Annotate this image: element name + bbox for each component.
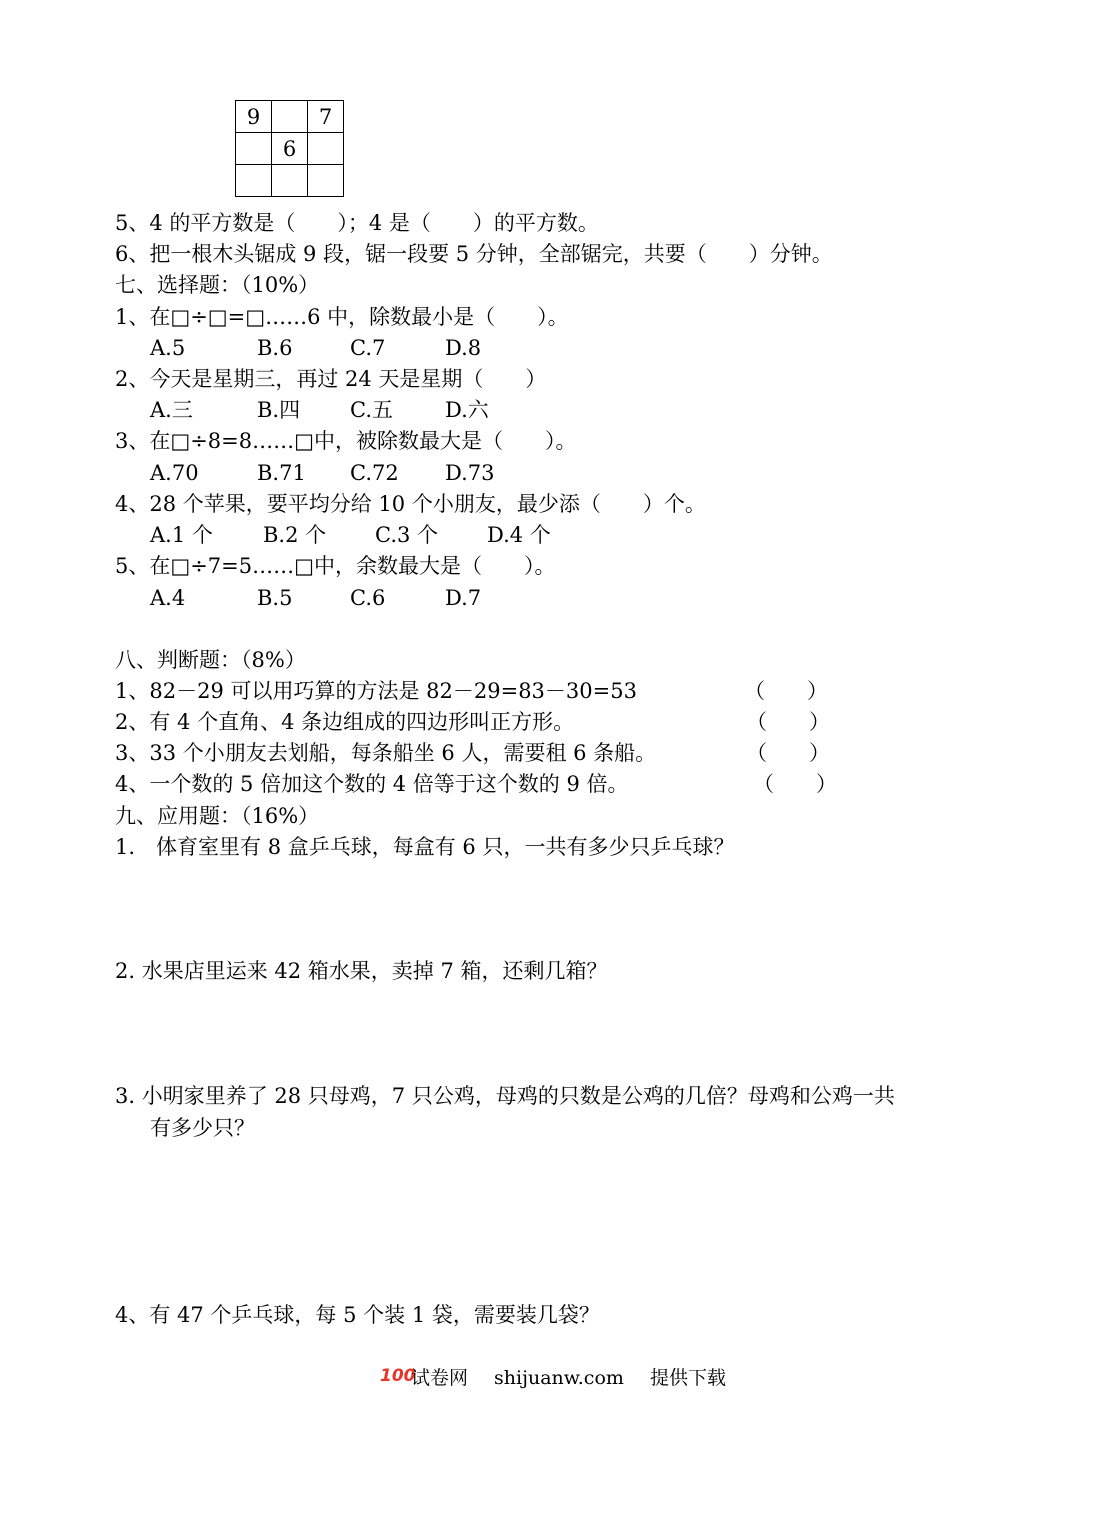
section-7-heading: 七、选择题：（10%） <box>115 273 320 297</box>
grid-cell <box>272 165 308 197</box>
grid-cell: 9 <box>236 101 272 133</box>
choice-question-1: 1、在□÷□=□……6 中，除数最小是（ ）。 <box>115 305 569 329</box>
judge-question-1: 1、82－29 可以用巧算的方法是 82－29=83－30=53 <box>115 679 637 703</box>
grid-cell: 6 <box>272 133 308 165</box>
grid-cell: 7 <box>308 101 344 133</box>
answer-blank: （ ） <box>753 772 837 796</box>
option: A.5 <box>150 336 186 360</box>
choice-question-4: 4、28 个苹果，要平均分给 10 个小朋友，最少添（ ）个。 <box>115 492 706 516</box>
word-problem-4: 4、有 47 个乒乓球，每 5 个装 1 袋，需要装几袋？ <box>115 1303 600 1327</box>
grid-cell <box>308 133 344 165</box>
option: C.五 <box>350 398 393 422</box>
word-problem-3: 3. 小明家里养了 28 只母鸡，7 只公鸡，母鸡的只数是公鸡的几倍？母鸡和公鸡一共 <box>115 1084 895 1108</box>
option: B.5 <box>257 586 293 610</box>
word-problem-1: 1. 体育室里有 8 盒乒乓球，每盒有 6 只，一共有多少只乒乓球？ <box>115 835 735 859</box>
grid-cell <box>236 133 272 165</box>
question-5: 5、4 的平方数是（ ）；4 是（ ）的平方数。 <box>115 211 599 235</box>
word-problem-2: 2. 水果店里运来 42 箱水果，卖掉 7 箱，还剩几箱？ <box>115 959 608 983</box>
option: D.7 <box>445 586 482 610</box>
option: D.8 <box>445 336 482 360</box>
option: A.4 <box>150 586 186 610</box>
judge-question-2: 2、有 4 个直角、4 条边组成的四边形叫正方形。 <box>115 710 575 734</box>
option: A.70 <box>150 461 199 485</box>
site-name: 试卷网 <box>411 1367 469 1389</box>
option: A.1 个 <box>150 523 213 547</box>
choice-question-5: 5、在□÷7=5……□中，余数最大是（ ）。 <box>115 554 556 578</box>
grid-cell <box>272 101 308 133</box>
option: B.6 <box>257 336 293 360</box>
word-problem-3-cont: 有多少只？ <box>150 1116 255 1140</box>
section-8-heading: 八、判断题：（8%） <box>115 648 306 672</box>
option: D.六 <box>445 398 489 422</box>
number-grid <box>235 100 344 197</box>
option: C.3 个 <box>375 523 439 547</box>
section-9-heading: 九、应用题：（16%） <box>115 804 320 828</box>
site-url[interactable]: shijuanw.com <box>494 1367 624 1389</box>
choice-question-3: 3、在□÷8=8……□中，被除数最大是（ ）。 <box>115 429 577 453</box>
judge-question-4: 4、一个数的 5 倍加这个数的 4 倍等于这个数的 9 倍。 <box>115 772 629 796</box>
option: C.7 <box>350 336 386 360</box>
option: B.2 个 <box>263 523 327 547</box>
option: A.三 <box>150 398 193 422</box>
option: D.4 个 <box>487 523 551 547</box>
judge-question-3: 3、33 个小朋友去划船，每条船坐 6 人，需要租 6 条船。 <box>115 741 657 765</box>
download-note: 提供下载 <box>650 1367 727 1389</box>
choice-question-2: 2、今天是星期三，再过 24 天是星期（ ） <box>115 367 547 391</box>
option: C.6 <box>350 586 386 610</box>
answer-blank: （ ） <box>746 710 830 734</box>
grid-cell <box>236 165 272 197</box>
option: B.71 <box>257 461 306 485</box>
answer-blank: （ ） <box>744 679 828 703</box>
question-6: 6、把一根木头锯成 9 段，锯一段要 5 分钟，全部锯完，共要（ ）分钟。 <box>115 242 833 266</box>
option: D.73 <box>445 461 495 485</box>
option: C.72 <box>350 461 399 485</box>
option: B.四 <box>257 398 301 422</box>
site-logo: 100 <box>380 1366 416 1386</box>
grid-cell <box>308 165 344 197</box>
answer-blank: （ ） <box>746 741 830 765</box>
